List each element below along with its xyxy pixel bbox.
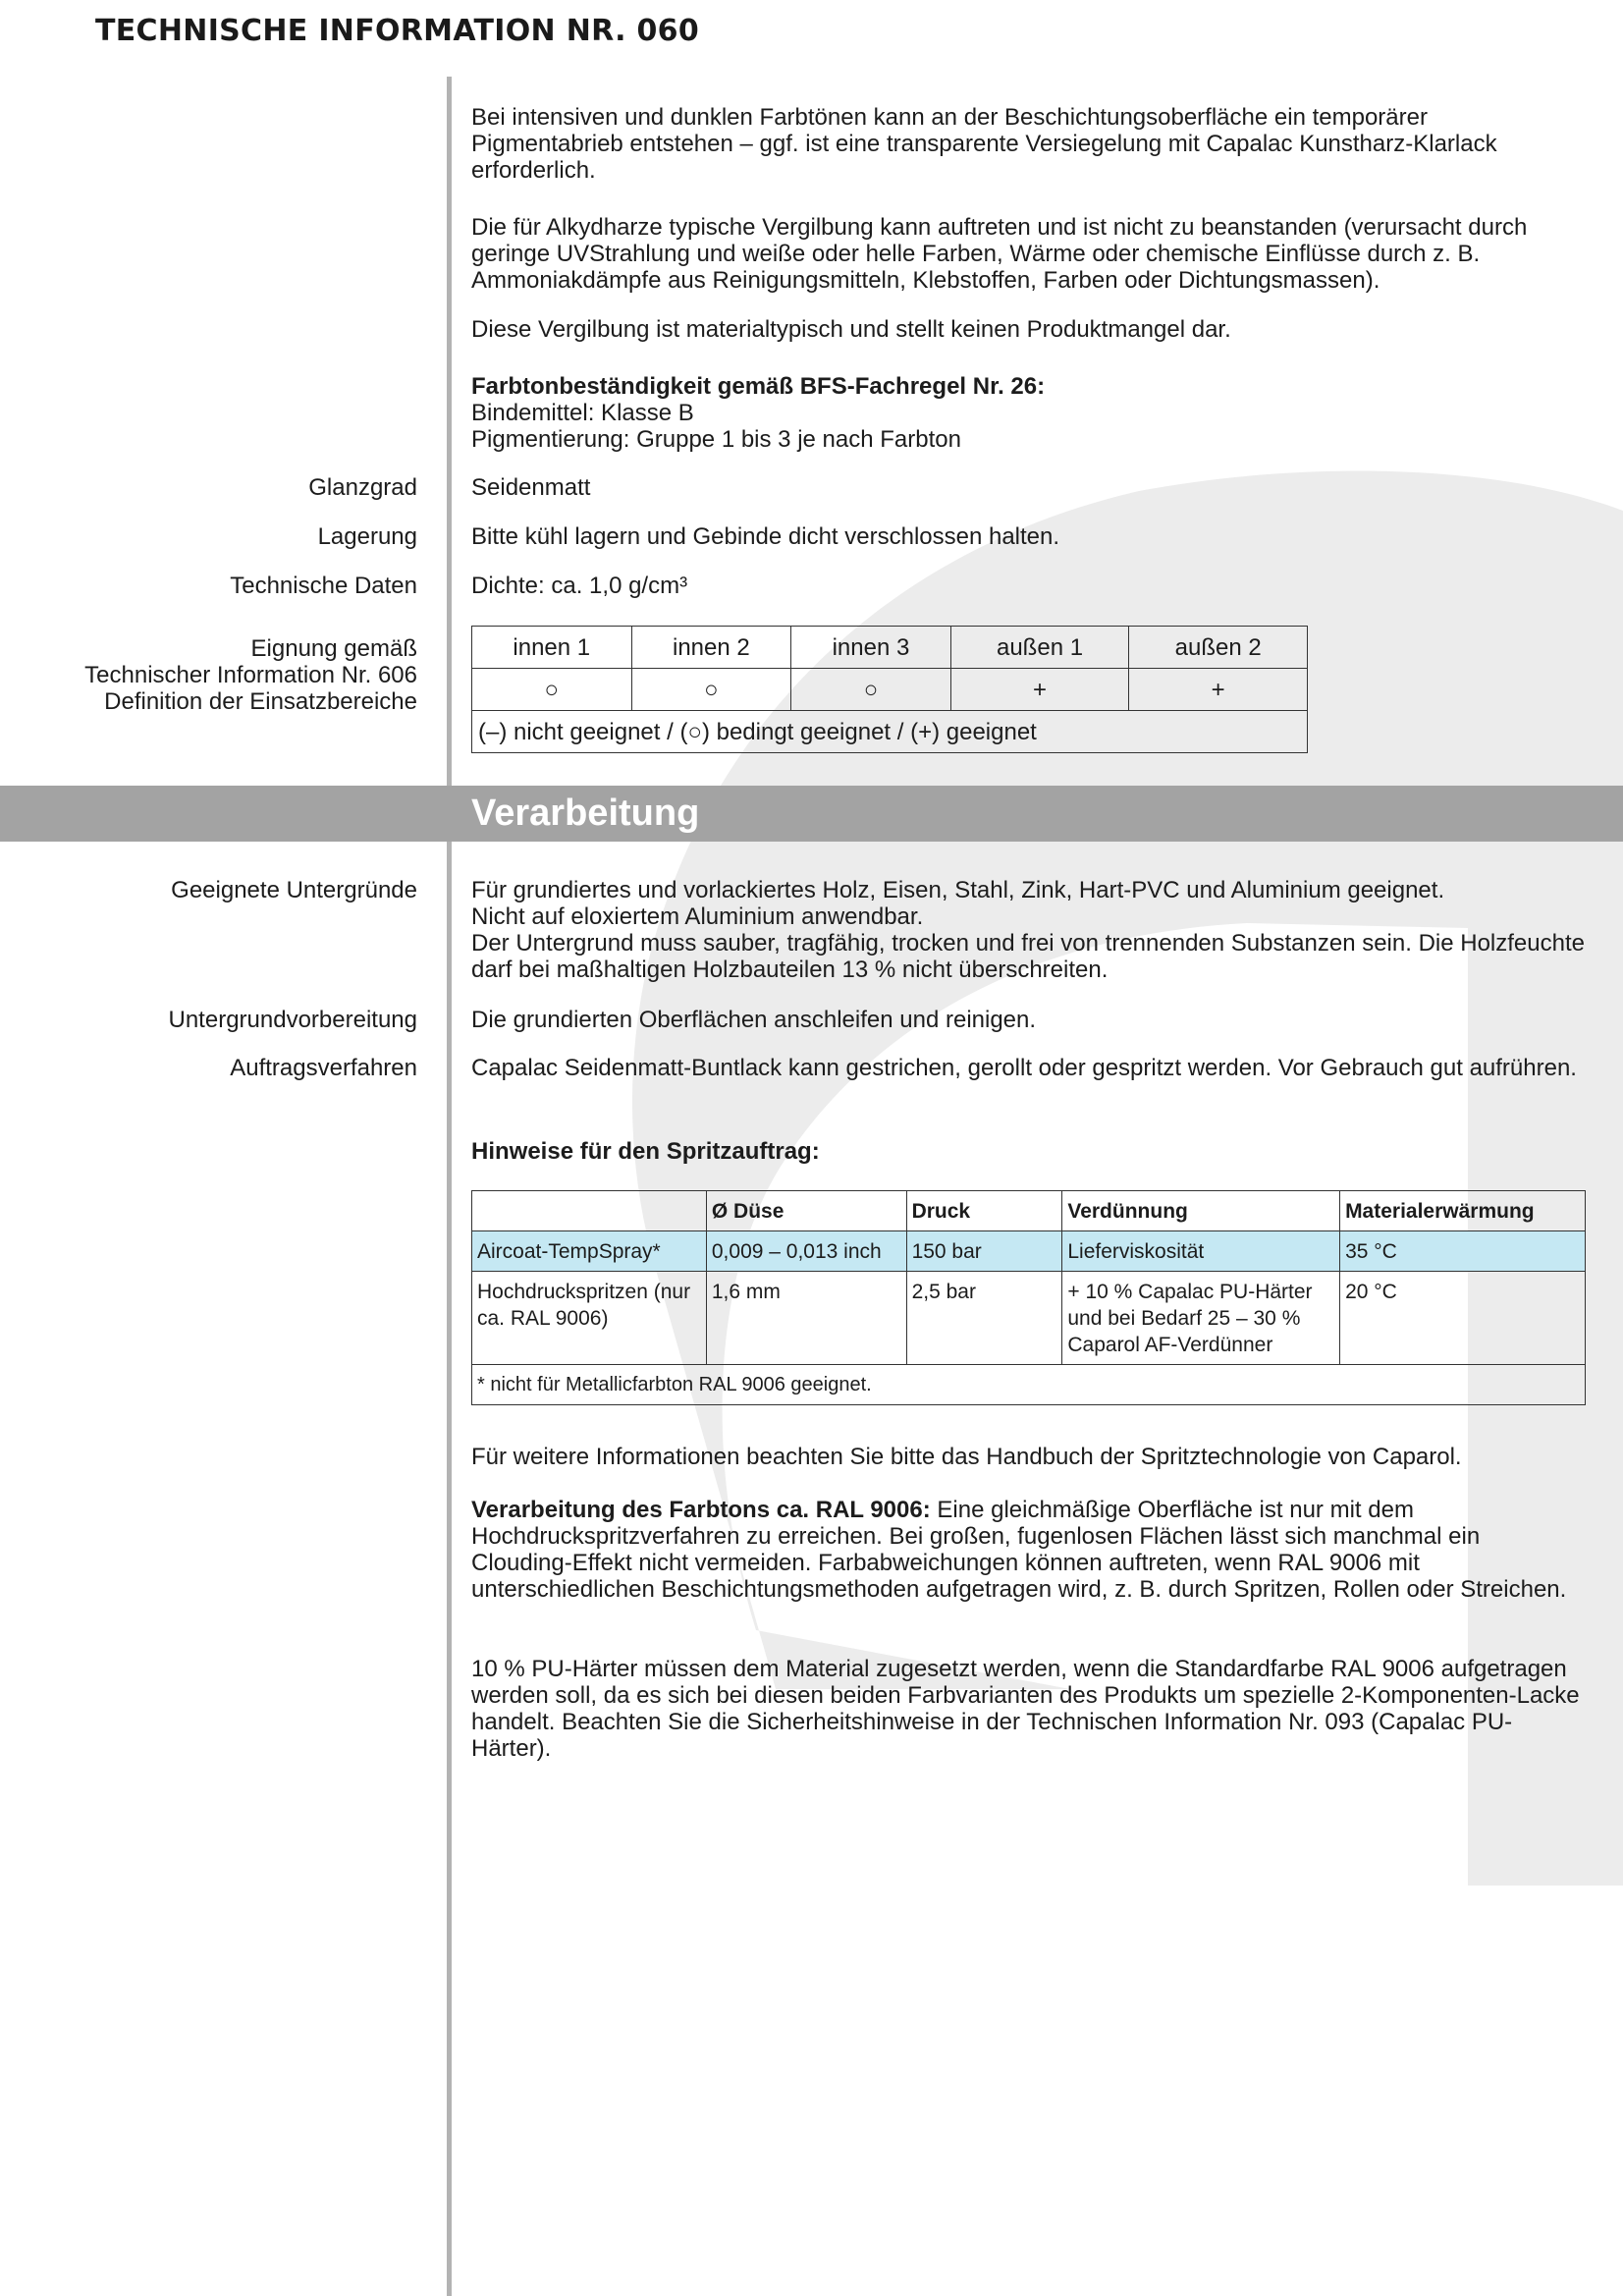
section-title: Verarbeitung bbox=[471, 793, 700, 834]
spray-header-method bbox=[472, 1191, 707, 1231]
spray-nozzle: 1,6 mm bbox=[706, 1272, 906, 1365]
spray-pressure: 2,5 bar bbox=[906, 1272, 1062, 1365]
rating-aussen-2: + bbox=[1129, 669, 1308, 711]
suitability-value-row bbox=[472, 669, 1308, 711]
storage-value: Bitte kühl lagern und Gebinde dicht verschlossen halten. bbox=[471, 523, 1060, 550]
substrates-text-1: Für grundiertes und vorlackiertes Holz, Eisen, Stahl, Zink, Hart-PVC und Aluminium geeignet. bbox=[471, 877, 1445, 903]
document-title: TECHNISCHE INFORMATION NR. 060 bbox=[95, 14, 700, 48]
spray-header-thinning: Verdünnung bbox=[1062, 1191, 1340, 1231]
technical-data-value: Dichte: ca. 1,0 g/cm³ bbox=[471, 573, 688, 599]
rating-innen-3: ○ bbox=[791, 669, 951, 711]
substrates-text-2: Nicht auf eloxiertem Aluminium anwendbar. bbox=[471, 903, 924, 930]
area-innen-3: innen 3 bbox=[791, 627, 951, 669]
suitability-legend: (–) nicht geeignet / (○) bedingt geeignet / (+) geeignet bbox=[472, 711, 1308, 753]
gloss-value: Seidenmatt bbox=[471, 474, 591, 501]
spray-method: Hochdruckspritzen (nur ca. RAL 9006) bbox=[472, 1272, 707, 1365]
storage-label: Lagerung bbox=[317, 523, 417, 550]
area-innen-1: innen 1 bbox=[472, 627, 632, 669]
technical-data-label: Technische Daten bbox=[230, 573, 417, 599]
application-label: Auftragsverfahren bbox=[230, 1055, 417, 1081]
spray-method: Aircoat-TempSpray* bbox=[472, 1231, 707, 1272]
spray-table-footnote: * nicht für Metallicfarbton RAL 9006 geeignet. bbox=[472, 1365, 1586, 1405]
spray-header-row bbox=[472, 1191, 1586, 1231]
rating-innen-1: ○ bbox=[472, 669, 632, 711]
column-divider bbox=[447, 77, 452, 2296]
spray-thinning: + 10 % Capalac PU-Härter und bei Bedarf 25 – 30 % Caparol AF-Verdünner bbox=[1062, 1272, 1340, 1365]
spray-header-nozzle: Ø Düse bbox=[706, 1191, 906, 1231]
spray-thinning: Lieferviskosität bbox=[1062, 1231, 1340, 1272]
no-defect-paragraph: Diese Vergilbung ist materialtypisch und stellt keinen Produktmangel dar. bbox=[471, 316, 1231, 343]
application-value: Capalac Seidenmatt-Buntlack kann gestrichen, gerollt oder gespritzt werden. Vor Gebrauch gut aufrühren. bbox=[471, 1055, 1577, 1081]
ral-9006-paragraph bbox=[471, 1497, 1586, 1603]
area-aussen-1: außen 1 bbox=[950, 627, 1129, 669]
spray-pressure: 150 bar bbox=[906, 1231, 1062, 1272]
rating-aussen-1: + bbox=[950, 669, 1129, 711]
spray-nozzle: 0,009 – 0,013 inch bbox=[706, 1231, 906, 1272]
suitability-table bbox=[471, 626, 1308, 753]
spray-heating: 35 °C bbox=[1340, 1231, 1586, 1272]
rating-innen-2: ○ bbox=[631, 669, 791, 711]
pu-hardener-paragraph: 10 % PU-Härter müssen dem Material zugesetzt werden, wenn die Standardfarbe RAL 9006 aufgetragen werden soll, da es sich bei diesen beiden Farbvarianten des Produkts um spezielle 2-Komponenten-Lacke handelt. Beachten Sie die Sicherheitshinweise in der Technischen Information Nr. 093 (Capalac PU-Härter). bbox=[471, 1656, 1580, 1762]
binder-class: Bindemittel: Klasse B bbox=[471, 400, 694, 426]
spray-table bbox=[471, 1190, 1586, 1405]
section-bar bbox=[0, 786, 1623, 842]
suitability-label: Eignung gemäß Technischer Information Nr. 606 Definition der Einsatzbereiche bbox=[84, 635, 417, 715]
pigment-group: Pigmentierung: Gruppe 1 bis 3 je nach Farbton bbox=[471, 426, 961, 453]
suitability-header-row bbox=[472, 627, 1308, 669]
area-aussen-2: außen 2 bbox=[1129, 627, 1308, 669]
table-row bbox=[472, 1231, 1586, 1272]
spray-header-pressure: Druck bbox=[906, 1191, 1062, 1231]
further-info-text: Für weitere Informationen beachten Sie bitte das Handbuch der Spritztechnologie von Caparol. bbox=[471, 1444, 1462, 1470]
ral-9006-heading: Verarbeitung des Farbtons ca. RAL 9006: bbox=[471, 1497, 931, 1523]
preparation-label: Untergrundvorbereitung bbox=[168, 1007, 417, 1033]
ral-9006-text: Eine gleichmäßige Oberfläche ist nur mit dem Hochdruckspritzverfahren zu erreichen. Bei großen, fugenlosen Flächen lässt sich manchmal ein Clouding-Effekt nicht vermeiden. Farbabweichungen können auftreten, wenn RAL 9006 mit unterschiedlichen Beschichtungsmethoden aufgetragen wird, z. B. durch Spritzen, Rollen oder Streichen. bbox=[471, 1497, 1567, 1603]
gloss-label: Glanzgrad bbox=[308, 474, 417, 501]
spray-heating: 20 °C bbox=[1340, 1272, 1586, 1365]
substrates-label: Geeignete Untergründe bbox=[171, 877, 417, 903]
pigment-paragraph: Bei intensiven und dunklen Farbtönen kann an der Beschichtungsoberfläche ein temporärer Pigmentabrieb entstehen – ggf. ist eine transparente Versiegelung mit Capalac Kunstharz-Klarlack erforderlich. bbox=[471, 104, 1497, 184]
color-stability-heading: Farbtonbeständigkeit gemäß BFS-Fachregel Nr. 26: bbox=[471, 373, 1046, 400]
yellowing-paragraph: Die für Alkydharze typische Vergilbung kann auftreten und ist nicht zu beanstanden (verursacht durch geringe UVStrahlung und weiße oder helle Farben, Wärme oder chemische Einflüsse durch z. B. Ammoniakdämpfe aus Reinigungsmitteln, Klebstoffen, Farben oder Dichtungsmassen). bbox=[471, 214, 1528, 294]
spray-header-heating: Materialerwärmung bbox=[1340, 1191, 1586, 1231]
substrates-text-3: Der Untergrund muss sauber, tragfähig, trocken und frei von trennenden Substanzen sein. Die Holzfeuchte darf bei maßhaltigen Holzbauteilen 13 % nicht überschreiten. bbox=[471, 930, 1585, 983]
area-innen-2: innen 2 bbox=[631, 627, 791, 669]
table-row bbox=[472, 1272, 1586, 1365]
spray-hints-heading: Hinweise für den Spritzauftrag: bbox=[471, 1138, 820, 1165]
preparation-value: Die grundierten Oberflächen anschleifen und reinigen. bbox=[471, 1007, 1037, 1033]
